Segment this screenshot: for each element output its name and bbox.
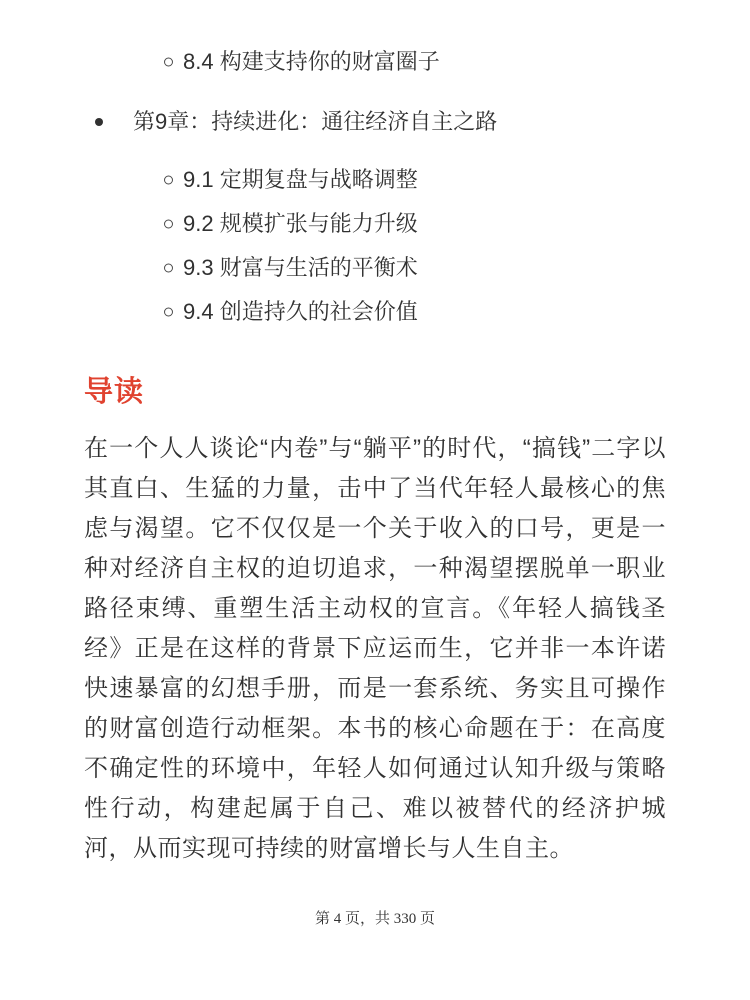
- toc-item-label: 8.4 构建支持你的财富圈子: [183, 49, 440, 74]
- toc-item-8-4: [84, 47, 666, 77]
- toc-item-chapter-9: [84, 107, 666, 137]
- circle-bullet-icon: [164, 176, 173, 185]
- circle-bullet-icon: [164, 58, 173, 67]
- disc-bullet-icon: [95, 118, 103, 126]
- toc-item-9-3: [84, 253, 666, 283]
- section-heading: 导读: [84, 376, 145, 408]
- toc-item-9-4: [84, 297, 666, 327]
- toc-item-label: 9.4 创造持久的社会价值: [183, 299, 418, 324]
- toc-item-9-1: [84, 165, 666, 195]
- circle-bullet-icon: [164, 308, 173, 317]
- circle-bullet-icon: [164, 264, 173, 273]
- toc-item-9-2: [84, 209, 666, 239]
- toc-item-label: 9.2 规模扩张与能力升级: [183, 211, 418, 236]
- toc-item-label: 9.1 定期复盘与战略调整: [183, 167, 418, 192]
- toc-chapter-label: 第9章：持续进化：通往经济自主之路: [133, 109, 498, 134]
- body-paragraph: 在一个人人谈论“内卷”与“躺平”的时代，“搞钱”二字以其直白、生猛的力量，击中了当代年轻人最核心的焦虑与渴望。它不仅仅是一个关于收入的口号，更是一种对经济自主权的迫切追求，一种渴望摆脱单一职业路径束缚、重塑生活主动权的宣言。《年轻人搞钱圣经》正是在这样的背景下应运而生，它并非一本许诺快速暴富的幻想手册，而是一套系统、务实且可操作的财富创造行动框架。本书的核心命题在于：在高度不确定性的环境中，年轻人如何通过认知升级与策略性行动，构建起属于自己、难以被替代的经济护城河，从而实现可持续的财富增长与人生自主。: [84, 435, 666, 862]
- circle-bullet-icon: [164, 220, 173, 229]
- toc-item-label: 9.3 财富与生活的平衡术: [183, 255, 418, 280]
- page-number-indicator: 第 4 页，共 330 页: [314, 911, 435, 927]
- toc-orphan-list: [84, 47, 666, 77]
- toc-chapter-list: [84, 107, 666, 327]
